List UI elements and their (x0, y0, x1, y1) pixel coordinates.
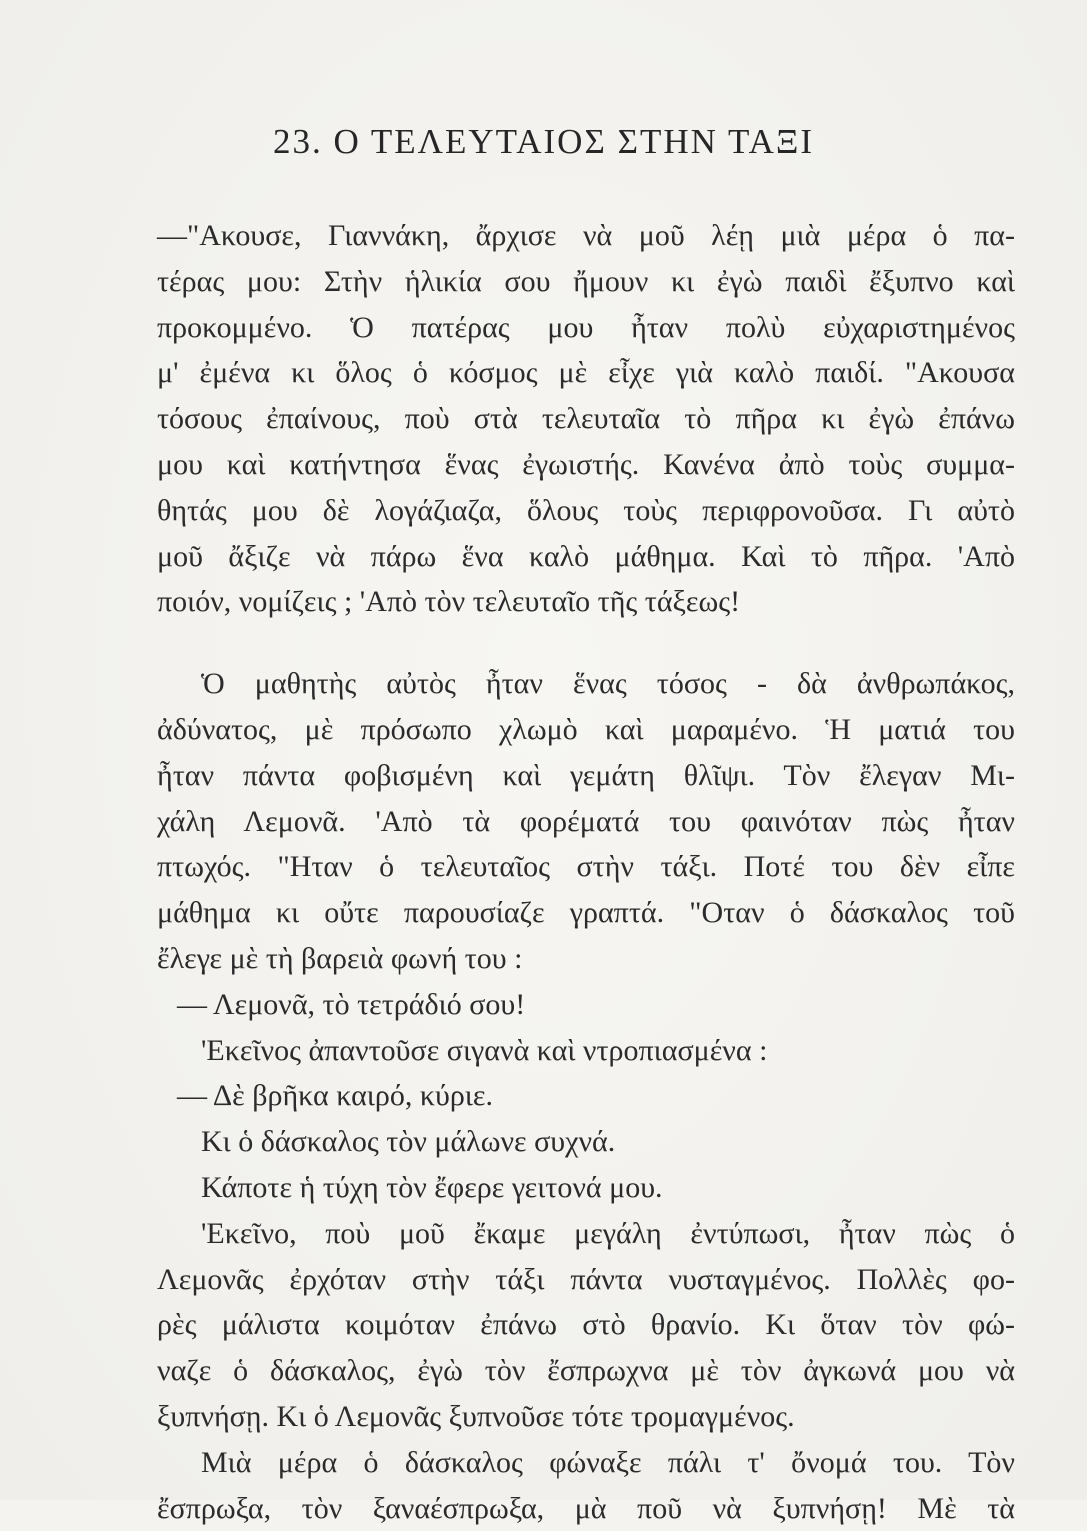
dialog-line: — Λεμονᾶ, τὸ τετράδιό σου! (177, 987, 526, 1021)
text-line: χάλη Λεμονᾶ. 'Απὸ τὰ φορέματά του φαινόταν πὼς ἦταν (157, 804, 1015, 838)
text-line: ξυπνήσῃ. Κι ὁ Λεμονᾶς ξυπνοῦσε τότε τρομαγμένος. (157, 1399, 795, 1433)
text-line: μου καὶ κατήντησα ἕνας ἐγωιστής. Κανένα ἀπὸ τοὺς συμμα- (157, 447, 1015, 481)
text-line: ἦταν πάντα φοβισμένη καὶ γεμάτη θλῖψι. Τὸν ἔλεγαν Μι- (157, 758, 1015, 792)
narration-line: Κάποτε ἡ τύχη τὸν ἔφερε γειτονά μου. (201, 1170, 663, 1204)
text-line: πτωχός. "Ηταν ὁ τελευταῖος στὴν τάξι. Ποτέ του δὲν εἶπε (157, 850, 1015, 884)
chapter-title: 23. Ο ΤΕΛΕΥΤΑΙΟΣ ΣΤΗΝ ΤΑΞΙ (272, 122, 815, 161)
narration-line: Κι ὁ δάσκαλος τὸν μάλωνε συχνά. (201, 1125, 616, 1159)
text-line: θητάς μου δὲ λογάζιαζα, ὅλους τοὺς περιφρονοῦσα. Γι αὐτὸ (157, 493, 1015, 527)
text-line: μάθημα κι οὔτε παρουσίαζε γραπτά. "Οταν ὁ δάσκαλος τοῦ (157, 896, 1015, 930)
text-line: ἔσπρωξα, τὸν ξαναέσπρωξα, μὰ ποῦ νὰ ξυπνήσῃ! Μὲ τὰ (157, 1491, 1015, 1525)
text-line: Ὁ μαθητὴς αὐτὸς ἦταν ἕνας τόσος - δὰ ἀνθρωπάκος, (201, 667, 1015, 701)
text-line: μ' ἐμένα κι ὅλος ὁ κόσμος μὲ εἶχε γιὰ καλὸ παιδί. "Ακουσα (157, 356, 1015, 390)
text-line: μοῦ ἄξιζε νὰ πάρω ἕνα καλὸ μάθημα. Καὶ τὸ πῆρα. 'Απὸ (157, 539, 1015, 573)
text-line: τόσους ἐπαίνους, ποὺ στὰ τελευταῖα τὸ πῆρα κι ἐγὼ ἐπάνω (157, 402, 1015, 436)
text-line: ποιόν, νομίζεις ; 'Απὸ τὸν τελευταῖο τῆς τάξεως! (157, 585, 741, 619)
narration-line: 'Εκεῖνος ἀπαντοῦσε σιγανὰ καὶ ντροπιασμένα : (201, 1033, 768, 1067)
text-line: —"Ακουσε, Γιαννάκη, ἄρχισε νὰ μοῦ λέῃ μιὰ μέρα ὁ πα- (157, 219, 1015, 252)
text-line: ἀδύνατος, μὲ πρόσωπο χλωμὸ καὶ μαραμένο. Ἡ ματιά του (157, 712, 1015, 746)
text-line: προκομμένο. Ὁ πατέρας μου ἦταν πολὺ εὐχαριστημένος (157, 310, 1015, 344)
dialog-line: — Δὲ βρῆκα καιρό, κύριε. (177, 1079, 493, 1113)
paragraph-gap (157, 625, 1015, 661)
text-line: Λεμονᾶς ἐρχόταν στὴν τάξι πάντα νυσταγμένος. Πολλὲς φο- (157, 1262, 1015, 1296)
chapter-body (157, 213, 1015, 1531)
text-line: ἔλεγε μὲ τὴ βαρειὰ φωνή του : (157, 941, 523, 975)
text-line: ναζε ὁ δάσκαλος, ἐγὼ τὸν ἔσπρωχνα μὲ τὸν ἀγκωνά μου νὰ (157, 1354, 1015, 1388)
text-line: Μιὰ μέρα ὁ δάσκαλος φώναξε πάλι τ' ὄνομά του. Τὸν (201, 1445, 1015, 1479)
text-line: ρὲς μάλιστα κοιμόταν ἐπάνω στὸ θρανίο. Κι ὅταν τὸν φώ- (157, 1308, 1015, 1342)
text-line: τέρας μου: Στὴν ἡλικία σου ἤμουν κι ἐγὼ παιδὶ ἔξυπνο καὶ (157, 264, 1015, 298)
text-line: 'Εκεῖνο, ποὺ μοῦ ἔκαμε μεγάλη ἐντύπωσι, ἦταν πὼς ὁ (201, 1216, 1015, 1250)
